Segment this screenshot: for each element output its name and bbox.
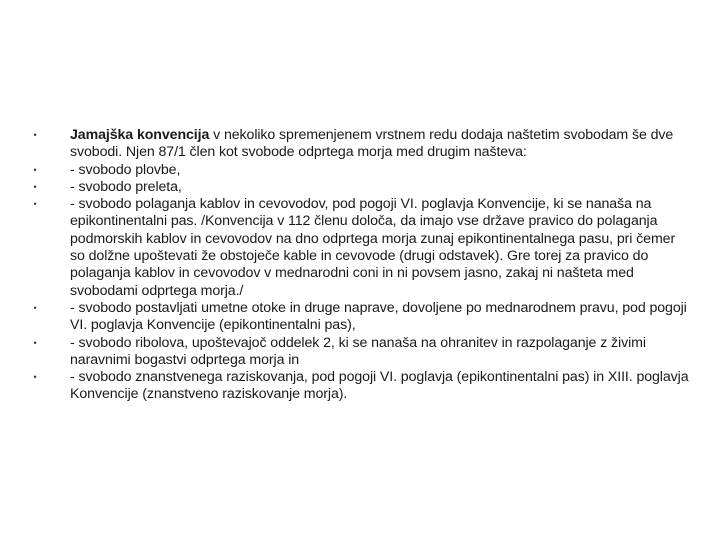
list-item [30, 300, 690, 335]
bullet-list [30, 127, 690, 404]
bullet-icon: • [33, 181, 37, 192]
bullet-icon: • [33, 130, 37, 140]
list-item [30, 335, 690, 370]
list-item-text: - svobodo polaganja kablov in cevovodov, pod pogoji VI. poglavja Konvencije, ki se nanaša na epikontinentalni pas. /Konvencija v 112 členu določa, da imajo vse države pravico do polaganja podmorskih kablov in cevovodov na dno odprtega morja zunaj epikontinentalnega pasu, pri čemer so dolžne upoštevati že obstoječe kable in cevovode (drugi odstavek). Gre torej za pravico do polaganja kablov in cevovodov v mednarodni coni in ni povsem jasno, zakaj ni našteta med svobodami odprtega morja./ [70, 196, 676, 299]
list-item-text: - svobodo ribolova, upoštevajoč oddelek 2, ki se nanaša na ohranitev in razpolaganje z živimi naravnimi bogastvi odprtega morja in [70, 334, 646, 368]
bullet-icon: • [33, 164, 37, 175]
bullet-icon: • [33, 372, 37, 383]
list-item-text: - svobodo znanstvenega raziskovanja, pod pogoji VI. poglavja (epikontinentalni pas) in XIII. poglavja Konvencije (znanstveno raziskovanje morja). [70, 369, 689, 403]
list-item [30, 179, 690, 196]
list-item [30, 127, 690, 162]
bullet-icon: • [33, 302, 37, 313]
bullet-icon: • [33, 199, 37, 210]
list-item [30, 162, 690, 179]
bullet-icon: • [33, 337, 37, 348]
list-item-text: - svobodo plovbe, [70, 161, 181, 178]
list-item-text: - svobodo preleta, [70, 178, 182, 195]
list-item-text: v nekoliko spremenjenem vrstnem redu dodaja naštetim svobodam še dve svobodi. Njen 87/1 člen kot svobode odprtega morja med drugim našteva: [70, 127, 674, 161]
list-item-text: - svobodo postavljati umetne otoke in druge naprave, dovoljene po mednarodnem pravu, pod pogoji VI. poglavja Konvencije (epikontinentalni pas), [70, 299, 687, 334]
list-item-lead: Jamajška konvencija [70, 127, 210, 143]
list-item [30, 369, 690, 404]
list-item [30, 196, 690, 300]
